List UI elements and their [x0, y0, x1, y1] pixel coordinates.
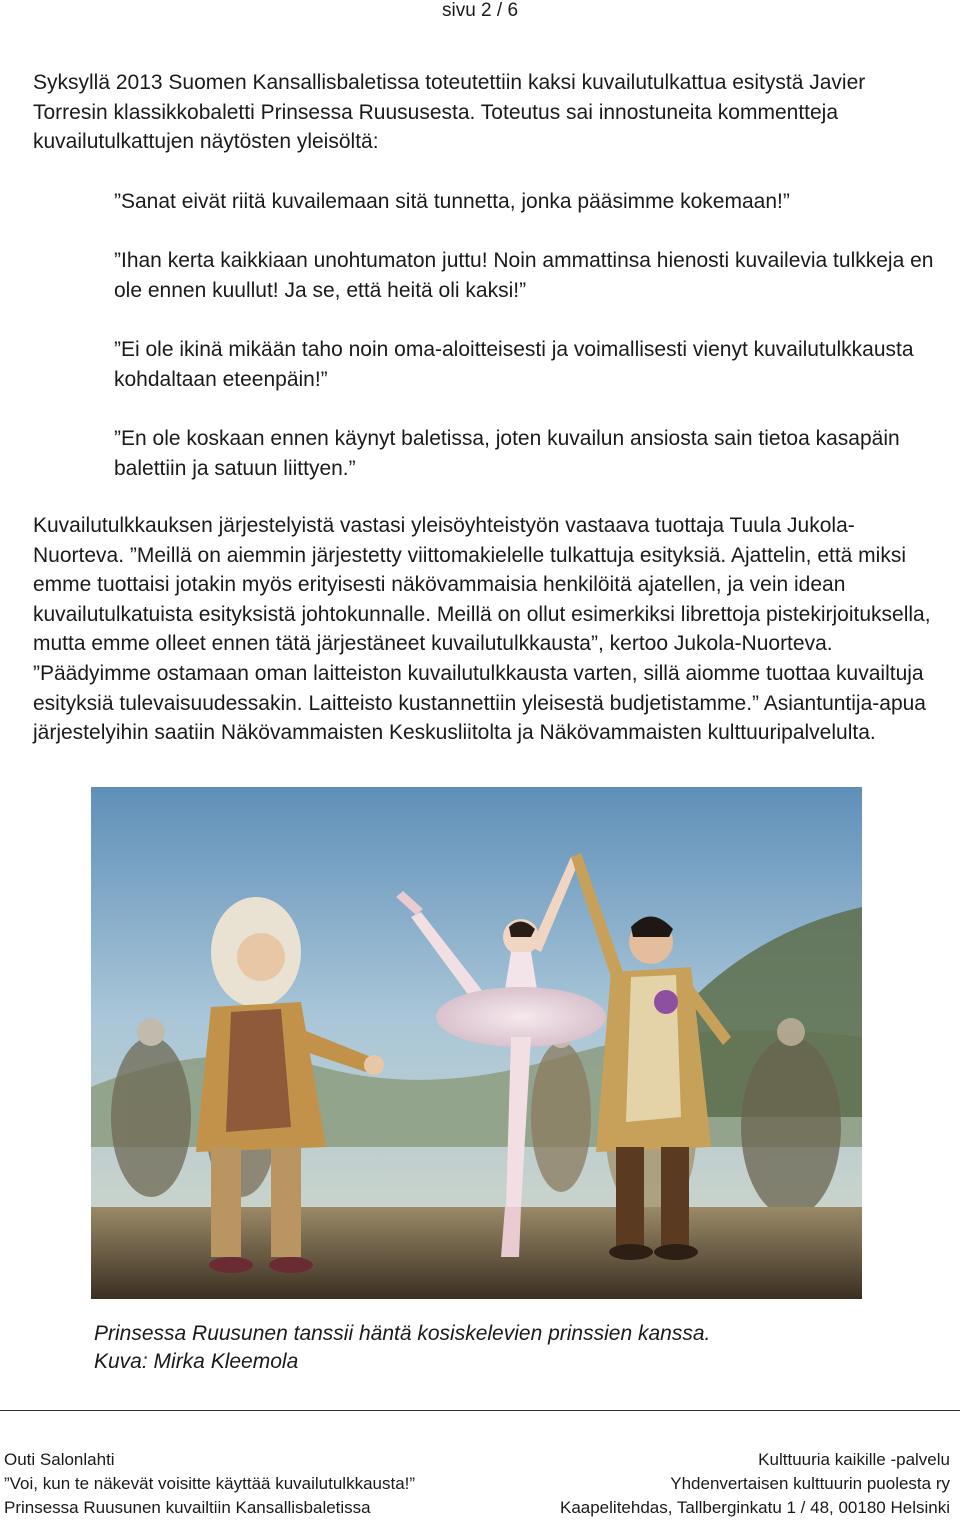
- audience-quote-3: ”Ei ole ikinä mikään taho noin oma-aloitteisesti ja voimallisesti vienyt kuvailutulkkausta kohdaltaan eteenpäin!”: [114, 338, 914, 391]
- main-paragraph: Kuvailutulkkauksen järjestelyistä vastasi yleisöyhteistyön vastaava tuottaja Tuula Jukola-Nuorteva. ”Meillä on aiemmin järjestetty viittomakielelle tulkattuja esityksiä. Ajattelin, että miksi emme tuottaisi jotakin myös erityisesti näkövammaisia henkilöitä ajatellen, ja vein idean kuvailutulkatuista esityksistä johtokunnalle. Meillä on ollut esimerkiksi librettoja pistekirjoituksella, mutta emme olleet ennen tätä järjestäneet kuvailutulkkausta”, kertoo Jukola-Nuorteva. ”Päädyimme ostamaan oman laitteiston kuvailutulkkausta varten, sillä aiomme tuottaa kuvailtuja esityksiä tulevaisuudessakin. Laitteisto kustannettiin yleisestä budjetistamme.” Asiantuntija-apua järjestelyihin saatiin Näkövammaisten Keskusliitolta ja Näkövammaisten kulttuuripalvelulta.: [33, 514, 931, 745]
- footer-author: Outi Salonlahti: [4, 1450, 115, 1469]
- photo-credit: Kuva: Mirka Kleemola: [94, 1350, 299, 1373]
- page-number: sivu 2 / 6: [441, 0, 519, 21]
- footer-article-subtitle: Prinsessa Ruusunen kuvailtiin Kansallisbaletissa: [4, 1498, 371, 1517]
- audience-quote-1: ”Sanat eivät riitä kuvailemaan sitä tunnetta, jonka pääsimme kokemaan!”: [114, 190, 790, 213]
- audience-quote-2: ”Ihan kerta kaikkiaan unohtumaton juttu! Noin ammattinsa hienosti kuvailevia tulkkeja en ole ennen kuullut! Ja se, että heitä oli kaksi!”: [114, 249, 934, 302]
- footer-divider: [0, 1410, 960, 1411]
- footer-address: Kaapelitehdas, Tallberginkatu 1 / 48, 00180 Helsinki: [559, 1498, 950, 1517]
- audience-quote-4: ”En ole koskaan ennen käynyt baletissa, joten kuvailun ansiosta sain tietoa kasapäin balettiin ja satuun liittyen.”: [114, 427, 900, 480]
- footer-service-name: Kulttuuria kaikille -palvelu: [758, 1450, 950, 1469]
- intro-paragraph: Syksyllä 2013 Suomen Kansallisbaletissa toteutettiin kaksi kuvailutulkattua esitystä Javier Torresin klassikkobaletti Prinsessa Ruususesta. Toteutus sai innostuneita kommentteja kuvailutulkattujen näytösten yleisöltä:: [33, 71, 866, 154]
- footer-organization: Yhdenvertaisen kulttuurin puolesta ry: [670, 1474, 950, 1493]
- footer-article-title: ”Voi, kun te näkevät voisitte käyttää kuvailutulkkausta!”: [4, 1474, 416, 1493]
- photo-caption: Prinsessa Ruusunen tanssii häntä kosiskelevien prinssien kanssa.: [94, 1322, 711, 1345]
- ballet-photo: [91, 787, 862, 1299]
